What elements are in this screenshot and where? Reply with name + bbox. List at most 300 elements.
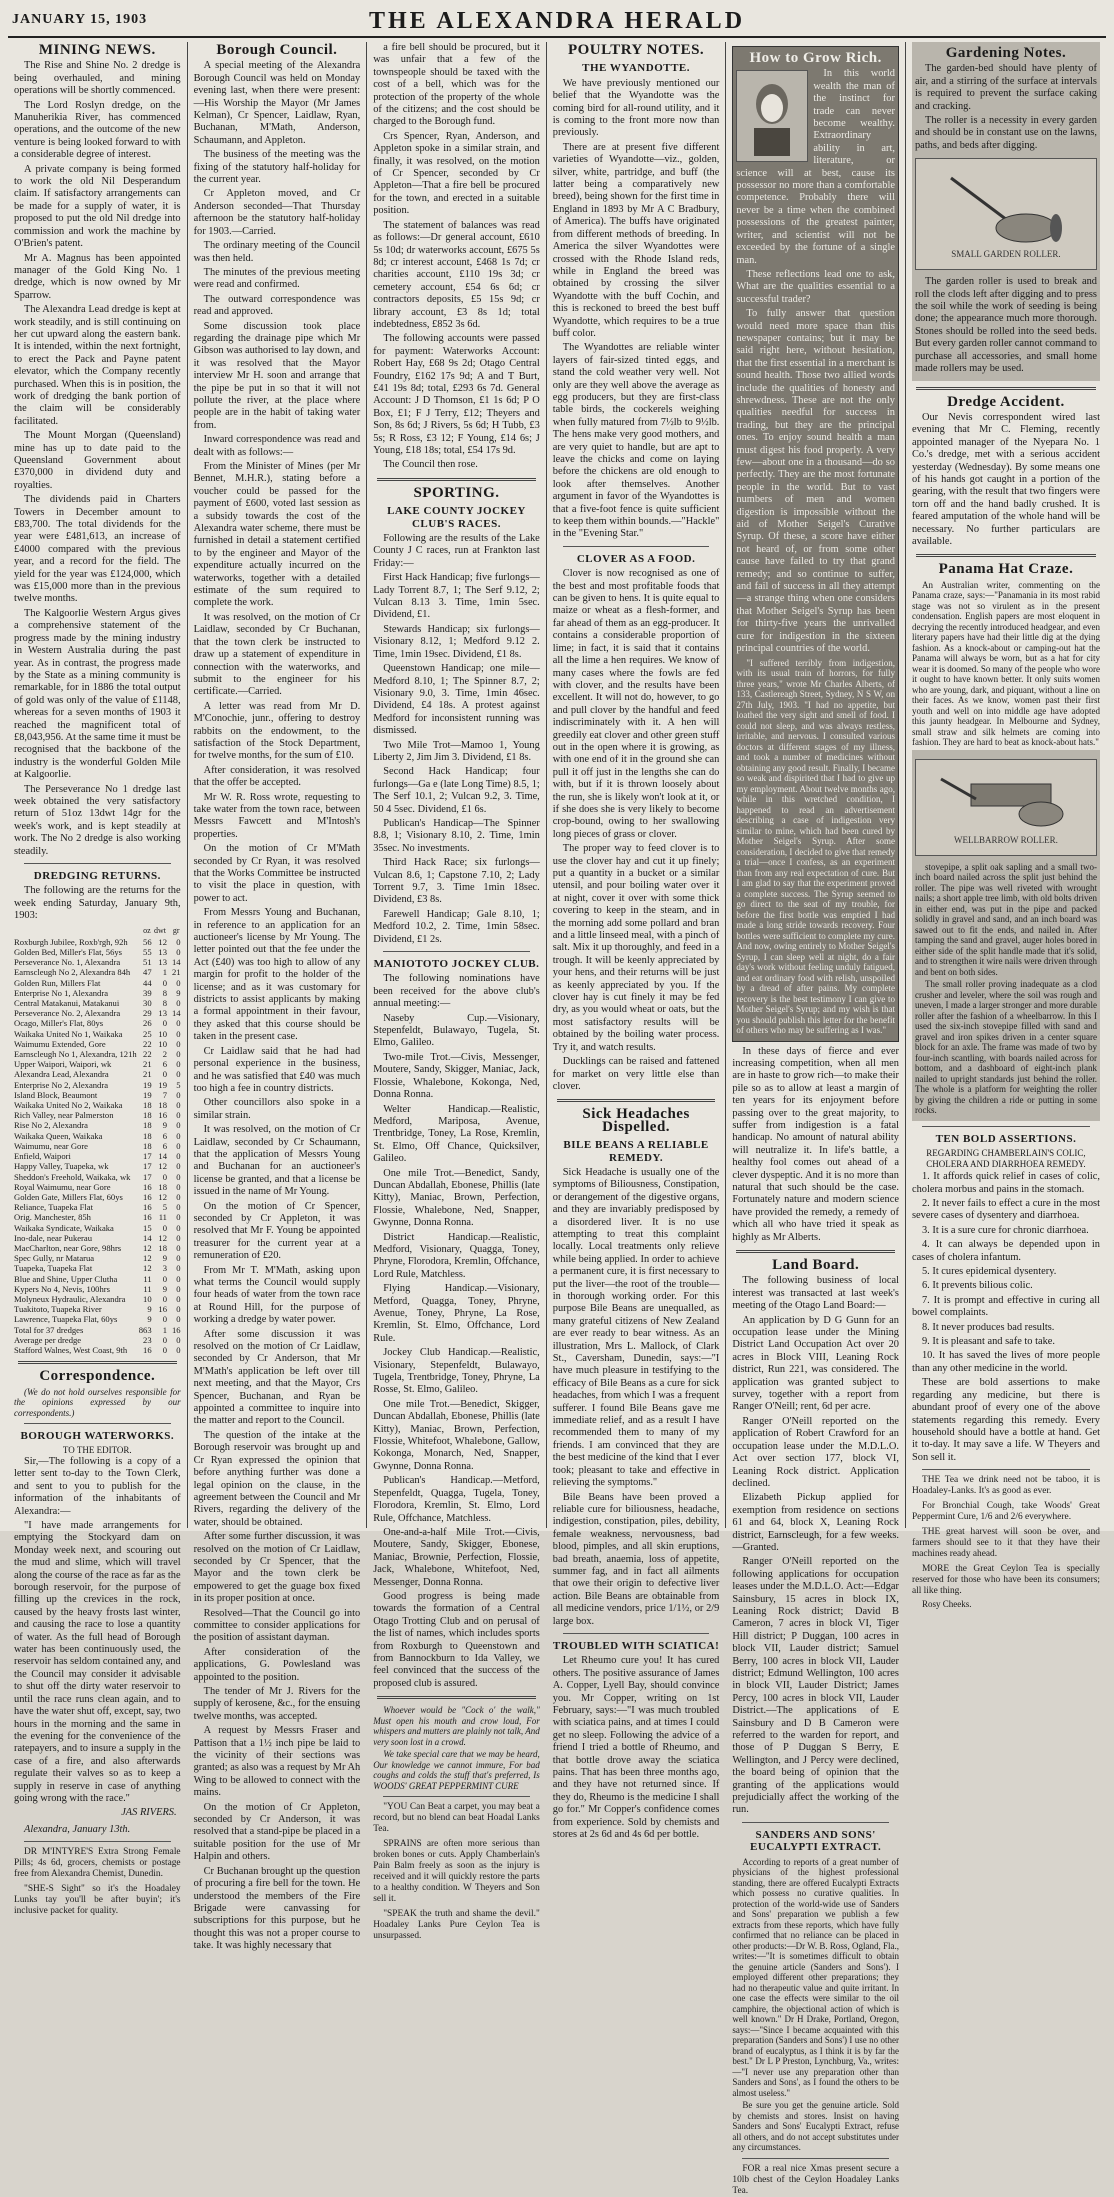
total-label: Total for 37 dredges	[14, 1324, 84, 1335]
dredge-name: Waikaka United No 2, Waikaka	[14, 1100, 123, 1111]
returns-row	[14, 1151, 181, 1161]
dredge-yield: 16	[143, 1191, 152, 1202]
dredge-name: Blue and Shine, Upper Clutha	[14, 1273, 118, 1284]
dredge-yield: 2	[162, 1049, 167, 1060]
assertion: 7. It is prompt and effective in curing all bowel complaints.	[911, 1294, 1100, 1319]
returns-row	[14, 1243, 181, 1253]
nomination: Jockey Club Handicap.—Realistic, Visionary, Stepenfeldt, Bulawayo, Tugela, Trentbridge, Toney, Phryne, La Rosse, St. Elmo, Galileo.	[373, 1347, 540, 1396]
lake-county-heading: LAKE COUNTY JOCKEY CLUB'S RACES.	[387, 505, 526, 530]
returns-row	[14, 1141, 181, 1151]
grow-rich-para: These reflections lead one to ask, What are the qualities essential to a successful trader?	[736, 268, 895, 305]
dredge-yield: 22	[143, 1049, 152, 1060]
dredge-yield: 17	[143, 1171, 152, 1182]
council-para: Cr Laidlaw said that he had had personal experience in the business, and he was satisfied that £40 was much too high a fee in country districts.	[193, 1045, 361, 1094]
dredge-yield: 15	[143, 1222, 152, 1233]
rosy-cheeks: Rosy Cheeks.	[921, 1599, 972, 1610]
returns-row	[14, 1049, 181, 1059]
dredge-yield: 6	[162, 1140, 167, 1151]
dredge-name: Reliance, Tuapeka Flat	[14, 1202, 94, 1213]
land-para: An application by D G Gunn for an occupation lease under the Mining District Land Occupation Act over 20 acres in Block VIII, Leaning Rock district, Run 221, was considered. The application was granted subject to survey, together with a report from Ranger O'Neill; rent, 6d per acre.	[732, 1314, 899, 1413]
sciatica-para: Let Rheumo cure you! It has cured others. The positive assurance of James A. Copper, Lyell Bay, should convince you. Mr Copper, writing on 1st February, says:—"I was much troubled with sciatica pains, and at times I could get no sleep. Following the advice of a friend I tried a bottle of Rheumo, and that bottle drove away the sciatica pains. That has been three months ago, and they have not returned since. If they do, Rheumo is the medicine I shall go for." Mr Copper's confidence comes from experience. Sold by chemists and stores at 2s 6d and 4s 6d per bottle.	[552, 1655, 720, 1841]
dredge-yield: 0	[176, 1263, 181, 1274]
council-para: Cr Buchanan brought up the question of procuring a fire bell for the town. He understood the members of the Fire Brigade were canvassing for subscriptions for this purpose, but he thought this was not a proper course to take. It was highly necessary that	[193, 1865, 361, 1952]
dredge-yield: 12	[158, 1161, 167, 1172]
roller-icon	[931, 168, 1081, 248]
dredge-yield: 0	[176, 1110, 181, 1121]
dredge-yield: 30	[143, 998, 152, 1009]
advert-tea: THE Tea we drink need not be taboo, it is Hoadaley-Lanks. It's as good as ever.	[911, 1475, 1100, 1497]
dredge-yield: 9	[147, 1314, 152, 1325]
col-dwt: dwt	[153, 925, 166, 935]
column-6	[906, 42, 1106, 1610]
dredge-yield: 0	[176, 977, 181, 988]
assertion: 2. It never fails to effect a cure in the most severe cases of dysentery and diarrhoea.	[911, 1198, 1100, 1222]
dredging-returns-heading: DREDGING RETURNS.	[33, 870, 161, 882]
returns-row	[14, 1131, 181, 1141]
letter-signature: JAS RIVERS.	[121, 1807, 177, 1819]
dredge-yield: 0	[176, 947, 181, 958]
dredge-yield: 0	[176, 1304, 181, 1315]
dredge-yield: 0	[176, 998, 181, 1009]
column-1	[8, 42, 188, 1917]
avg-label: Average per dredge	[14, 1334, 82, 1345]
column-2	[188, 42, 368, 1952]
advert-peppermint: For Bronchial Cough, take Woods' Great Peppermint Cure, 1/6 and 2/6 everywhere.	[911, 1501, 1100, 1523]
divider	[24, 863, 171, 864]
land-para: The following business of local interest was transacted at last week's meeting of the Otago Land Board:—	[732, 1275, 899, 1312]
dredge-yield: 18	[143, 1110, 152, 1121]
mining-news-heading: MINING NEWS.	[38, 42, 156, 58]
dredge-name: Enterprise No 2, Alexandra	[14, 1079, 109, 1090]
dredge-name: Rise No 2, Alexandra	[14, 1120, 88, 1131]
dredge-yield: 6	[162, 1059, 167, 1070]
returns-row	[14, 1284, 181, 1294]
dredge-name: Sheddon's Freehold, Waikaka, wk	[14, 1171, 131, 1182]
council-continued: The statement of balances was read as follows:—Dr general account, £610 5s 10d; dr waterworks account, £675 5s 8d; cr interest account, £468 1s 7d; cr charities account, £110 19s 3d; cr cemetery account, £54 6s 6d; cr contractors deposits, £5 15s 9d; cr library account, £3 8s 1d; total indebtedness, £852 3s 6d.	[373, 219, 540, 330]
dredge-name: Island Block, Beaumont	[14, 1089, 98, 1100]
returns-row	[14, 1039, 181, 1049]
advert-tea: "SHE-S Sight" so it's the Hoadaley Lunks tay you'll be after buyin'; it's inclusive packet for quality.	[14, 1884, 181, 1917]
returns-row	[14, 1263, 181, 1273]
dredge-yield: 17	[143, 1161, 152, 1172]
dredge-name: Upper Waipori, Waipori, wk	[14, 1059, 112, 1070]
council-continued: Crs Spencer, Ryan, Anderson, and Appleton spoke in a similar strain, and finally, it was resolved, on the motion of Cr Spencer, seconded by Cr Appleton—That a fire bell be procured for the town, and erected in a suitable position.	[373, 130, 540, 217]
race-result: Two Mile Trot—Mamoo 1, Young Liberty 2, Jim Jim 3. Dividend, £1 8s.	[373, 739, 540, 763]
dredge-yield: 11	[143, 1273, 152, 1284]
advert-xmas-tea: FOR a real nice Xmas present secure a 10lb chest of the Ceylon Hoadaley Lanks Tea.	[732, 2163, 899, 2196]
returns-row	[14, 1059, 181, 1069]
dredge-name: Orig. Manchester, 85h	[14, 1212, 91, 1223]
grow-rich-para: In this world wealth the man of the instinct for trade can never become wealthy. Extraordinary ability in art, literature, or science will at best, cause its possessor no more than a comfortable competence. Probably there will never be a time when the combined possessions of the greatest painter, writer, and scientist will not be exceeded by the fortune of a single man.	[736, 68, 895, 266]
dredge-yield: 5	[176, 1079, 181, 1090]
race-result: Farewell Handicap; Gale 8.10, 1; Medford 10.2, 2. Time, 1min 58sec. Dividend, £1 2s.	[373, 908, 540, 945]
bile-beans-para: Bile Beans have been proved a reliable cure for biliousness, headache, indigestion, constipation, piles, debility, female weakness, nervousness, bad blood, pimples, and all skin eruptions, bad breath, anaemia, loss of appetite, summer fag, and in fact all ailments that owe their origin to defective liver action. Bile Beans are obtainable from all medicine vendors, price 1/1½, or 2/9 large box.	[552, 1491, 720, 1627]
dredge-yield: 16	[158, 1110, 167, 1121]
returns-row	[14, 1161, 181, 1171]
divider	[377, 478, 536, 481]
dredge-yield: 39	[143, 987, 152, 998]
returns-row	[14, 1080, 181, 1090]
divider	[24, 1841, 171, 1842]
nomination: The following nominations have been received for the above club's annual meeting:—	[373, 973, 540, 1010]
advert-tea: "SPEAK the truth and shame the devil." Hoadaley Lanks Pure Ceylon Tea is unsurpassed.	[373, 1909, 540, 1942]
sanders-para: Be sure you get the genuine article. Sold by chemists and stores. Insist on having Sanders and Sons' Eucalypti Extract, refuse all others, and do not accept substitutes under any circumstances.	[732, 2100, 899, 2153]
returns-row	[14, 1120, 181, 1130]
council-para: Resolved—That the Council go into committee to consider applications for the position of assistant dayman.	[193, 1607, 361, 1644]
nomination: One-and-a-half Mile Trot.—Civis, Moutere, Sandy, Skigger, Ebonese, Maniac, Brownie, Perfection, Flossie, Jack, Whalebone, Whitefoot, Ned, Messenger, Donna Ronna.	[373, 1526, 540, 1588]
verse: Whoever would be "Cock o' the walk," Must open his mouth and crow loud, For whispers and mutters are plainly not talk, And very soon lost in a crowd.	[373, 1705, 540, 1747]
grow-rich-advert	[732, 46, 899, 1042]
dredge-yield: 51	[143, 957, 152, 968]
dredge-yield: 26	[143, 1018, 152, 1029]
total-gr: 16	[172, 1324, 181, 1335]
column-3	[367, 42, 547, 1942]
dredge-yield: 18	[158, 1181, 167, 1192]
sporting-heading: SPORTING.	[413, 484, 500, 501]
dredge-yield: 9	[147, 1304, 152, 1315]
column-4	[547, 42, 727, 1841]
dredge-yield: 11	[143, 1283, 152, 1294]
dredge-yield: 13	[158, 947, 167, 958]
dredge-yield: 8	[162, 987, 167, 998]
correspondence-note: (We do not hold ourselves responsible for the opinions expressed by our correspondents.)	[14, 1386, 181, 1418]
panama-heading: Panama Hat Craze.	[938, 561, 1074, 578]
dredge-name: Earnscleugh No 2, Alexandra 84h	[14, 967, 131, 978]
mining-para: The Alexandra Lead dredge is kept at work steadily, and is still continuing on her cut upward along the eastern bank. It is intended, within the next fortnight, to erect the Pack and Payne patent elevator, which the Company recently purchased. When this is in position, the work of dredging the bank portion of the claim will be considerably facilitated.	[14, 304, 181, 427]
council-para: From the Minister of Mines (per Mr Bennet, M.H.R.), stating before a voucher could be passed for the payment of £600, voted last session as a subsidy towards the cost of the Alexandra water scheme, there must be furnished in detail a statement certified to by the engineer and Mayor of the expenditure actually incurred on the waterworks, together with a detailed estimate of the sum required to complete the work.	[193, 461, 361, 609]
dredge-yield: 12	[143, 1242, 152, 1253]
masthead	[8, 6, 1106, 38]
dredge-yield: 19	[143, 1089, 152, 1100]
dredge-name: Lawrence, Tuapeka Flat, 60ys	[14, 1314, 118, 1325]
extra-gr: 0	[176, 1344, 181, 1355]
dredge-yield: 18	[143, 1100, 152, 1111]
dredge-yield: 18	[143, 1120, 152, 1131]
race-result: Following are the results of the Lake County J C races, run at Frankton last Friday:—	[373, 533, 540, 569]
letter-para: "I have made arrangements for emptying the Stockyard dam on Monday week next, and scouring out the mud and slime, which will travel along the course of the race as far as the borough reservoir, for the purpose of filling up the crevices in the rock, caused by the heavy frosts last winter, and causing the race to lose a quantity of water. As the full head of Borough water has been continuously used, the reservoir has seldom contained any, and the Council may consider it advisable to shut off the dirty water reservoir to until the race runs clean again, and to have the water shut off, except, say, two hours in the morning and the same in the evening for the convenience of the ratepayers, and to insure a supply in the case of a fire, and also afterwards regulate their valves so as to keep a supply in reserve in case of anything going wrong with the race."	[14, 1520, 181, 1804]
council-para: Other councillors also spoke in a similar strain.	[193, 1097, 361, 1121]
returns-row	[14, 1294, 181, 1304]
dredge-yield: 7	[162, 1089, 167, 1100]
mining-para: Mr A. Magnus has been appointed manager of the Gold King No. 1 dredge, which is now owned by Mr Sparrow.	[14, 252, 181, 301]
council-para: Some discussion took place regarding the drainage pipe which Mr Gibson was authorised to lay down, and it was resolved that the Mayor interview Mr H. soon and arrange that the pipe be put in so that it will not pollute the river, at the place where people are in the habit of taking water from.	[193, 320, 361, 431]
returns-row	[14, 1018, 181, 1028]
dredge-yield: 0	[176, 1049, 181, 1060]
assertion: 3. It is a sure cure for chronic diarrhoea.	[921, 1224, 1089, 1236]
returns-row	[14, 1253, 181, 1263]
dredge-name: Waikaka United No 1, Waikaka	[14, 1028, 123, 1039]
dredge-yield: 29	[143, 1008, 152, 1019]
dredge-yield: 14	[143, 1232, 152, 1243]
dredge-yield: 19	[143, 1079, 152, 1090]
council-para: The minutes of the previous meeting were read and confirmed.	[193, 266, 361, 291]
dredge-yield: 21	[172, 967, 181, 978]
portrait-illustration	[736, 70, 808, 162]
gardening-para: The garden roller is used to break and roll the clods left after digging and to press the soil while the work of seeding is being done; the appearance much more thorough. Stones should be rolled into the seed beds. But every garden roller cannot command to purchase all accessories, and small home made rollers may be used.	[914, 276, 1097, 375]
nomination: One mile Trot.—Benedict, Skigger, Duncan Abdallah, Ebonese, Phillis (late Kitty), Maniac, Brown, Perfection, Flossie, Whitefoot, Whalebone, Gallow, Kokonga, Monarch, Ned, Snapper, Gwynne, Donna Ronna.	[373, 1398, 540, 1472]
dredge-yield: 14	[158, 1151, 167, 1162]
divider	[916, 554, 1096, 557]
dredge-yield: 0	[176, 1130, 181, 1141]
nomination: Good progress is being made towards the formation of a Central Otago Trotting Club and on perusal of the list of names, which includes sports from Roxburgh to Queenstown and from Bannockburn to Ida Valley, we feel convinced that the success of the proposed club is assured.	[373, 1590, 540, 1689]
council-continued: a fire bell should be procured, but it was unfair that a few of the townspeople should be taxed with the cost of a bell, which was for the protection of the property of the whole of the citizens; and the cost should be charged to the Borough fund.	[373, 42, 540, 128]
dredge-yield: 0	[162, 1018, 167, 1029]
dredge-yield: 10	[158, 1038, 167, 1049]
dredge-yield: 0	[176, 1038, 181, 1049]
advert-tea: "YOU Can Beat a carpet, you may beat a record, but no blend can beat Hoadal Lanks Tea.	[373, 1802, 540, 1835]
dredge-yield: 0	[176, 1273, 181, 1284]
advert-ceylon: MORE the Great Ceylon Tea is specially reserved for those who have been its consumers; all like thing.	[911, 1564, 1100, 1597]
wyandotte-heading: THE WYANDOTTE.	[582, 62, 691, 75]
race-result: Third Hack Race; six furlongs—Vulcan 8.6, 1; Capstone 7.10, 2; Lady Torrent 9.7, 3. Time 1min 18sec. Dividend, £3 8s.	[373, 857, 540, 906]
avg-oz: 23	[143, 1334, 152, 1345]
nomination: District Handicap.—Realistic, Medford, Visionary, Quagga, Toney, Phryne, Florodora, Kremlin, Offchance, Lord Rule, Matchless.	[373, 1231, 540, 1280]
returns-row	[14, 1233, 181, 1243]
small-roller-illustration	[915, 158, 1097, 270]
dredge-yield: 1	[162, 967, 167, 978]
dredge-yield: 0	[162, 1069, 167, 1080]
dredge-yield: 18	[143, 1130, 152, 1141]
dredge-yield: 0	[176, 1222, 181, 1233]
bold-assertions-heading: TEN BOLD ASSERTIONS.	[935, 1132, 1077, 1145]
sanders-para: According to reports of a great number of physicians of the highest professional standing, there are offered Eucalypti Extracts which possess no curative qualities. In protection of the world-wide use of Sanders and Sons' preparation we publish a few extracts from these reports, which have fully confirmed that no reliance can be placed in other products:—Dr W. B. Ross, Ogland, Fla., writes:—"It is sometimes difficult to obtain the genuine article (Sanders and Sons'). I employed different other preparations; they had no therapeutic value and quite irritant. In one case the effects were similar to the oil camphire, the objectional action of which is well known." Dr H Drake, Portland, Oregon, says:—"Since I became acquainted with this preparation (Sanders and Sons') I use no other brand of eucalyptus, as I think it is by far the best." Dr L P Preston, Lynchburg, Va., writes:—"I never use any preparation other than Sanders and Sons', as I found the others to be almost useless."	[732, 1856, 899, 2098]
council-para: On the motion of Cr Appleton, seconded by Cr Anderson, it was resolved that a stand-pipe be placed in a suitable position for the use of Mr Halpin and others.	[193, 1801, 361, 1863]
dredge-name: Enterprise No 1, Alexandra	[14, 987, 109, 998]
divider	[24, 1423, 171, 1424]
dredge-name: Roxburgh Jubilee, Roxb'rgh, 92h	[14, 936, 128, 947]
council-para: The ordinary meeting of the Council was then held.	[193, 240, 361, 264]
dredge-name: Perseverance No. 1, Alexandra	[14, 957, 121, 968]
dredge-yield: 0	[176, 1089, 181, 1100]
council-para: A request by Messrs Fraser and Pattison that a 1½ inch pipe be laid to the vicinity of their sections was granted; as also was a request by Mr Ah Wing to be allowed to connect with the mains.	[193, 1725, 361, 1799]
returns-total-row	[14, 1325, 181, 1335]
dredge-yield: 0	[162, 1222, 167, 1233]
divider	[557, 1099, 716, 1102]
council-para: The tender of Mr J. Rivers for the supply of kerosene, &c., for the ensuing twelve months, was accepted.	[193, 1686, 361, 1722]
newspaper-title: THE ALEXANDRA HERALD	[368, 7, 746, 34]
dredge-yield: 0	[176, 1191, 181, 1202]
dredge-yield: 47	[143, 967, 152, 978]
returns-row	[14, 1223, 181, 1233]
mining-para: The Kalgoorlie Western Argus gives a comprehensive statement of the progress made by the mining industry in Western Australia during the past year. As in contrast, the progress made by the State as a mining community is remarkable, for in 1886 the total output of gold was only of the value of £1148, whereas for a seven months of 1903 it reached the magnificent total of £8,043,956. At the same time it must be recognised that the backbone of the industry is the wonderful Golden Mile at Kalgoorlie.	[14, 607, 181, 781]
returns-row	[14, 998, 181, 1008]
council-para: It was resolved, on the motion of Cr Laidlaw, seconded by Cr Schaumann, that the application of Messrs Young and Buchanan for an auctioneer's license be granted, and that a license be issued in the name of Mr Young.	[193, 1124, 361, 1198]
column-5	[726, 42, 906, 2196]
dredge-name: Spec Gully, nr Matarua	[14, 1253, 95, 1264]
dredge-name: Enfield, Waipori	[14, 1151, 71, 1162]
returns-row	[14, 937, 181, 947]
maniototo-heading: MANIOTOTO JOCKEY CLUB.	[373, 958, 540, 971]
dredge-yield: 0	[176, 1253, 181, 1264]
returns-row	[14, 967, 181, 977]
dredge-yield: 55	[143, 947, 152, 958]
mining-para: The Mount Morgan (Queensland) mine has up to date paid to the Queensland Government about £370,000 in dividend duty and royalties.	[14, 430, 181, 491]
land-para: Ranger O'Neill reported on the following applications for occupation leases under the M.D.L.O. Act:—Edgar Sainsbury, 15 acres in block IX, Leaning Rock district; David B Cameron, 7 acres in block VI, Tiger Hill district; P Duggan, 100 acres in block VII, Lauder district; Samuel Berry, 100 acres in block VII, Lauder district; Edmund Wellington, 100 acres in block VII, Lauder District; James Percy, 100 acres in block VII, Lauder District.—The applications of E Sainsbury and D B Cameron were referred to the warden for report, and those of P Duggan S Berry, E Wellington, and J Percy were declined, the board being of opinion that the granting of the applications would prejudicially affect the working of the run.	[732, 1556, 899, 1816]
returns-row	[14, 1110, 181, 1120]
dredge-yield: 14	[172, 1008, 181, 1019]
dredge-yield: 0	[162, 1314, 167, 1325]
mining-para: The Rise and Shine No. 2 dredge is being overhauled, and mining operations will be shortly commenced.	[14, 60, 181, 97]
dredge-yield: 0	[176, 1059, 181, 1070]
returns-row	[14, 1029, 181, 1039]
dredge-yield: 14	[172, 957, 181, 968]
bile-beans-para: Sick Headache is usually one of the symptoms of Biliousness, Constipation, or derangement of the digestive organs, and they are invariably predisposed by a disordered liver. It is no use attempting to treat this complaint locally. Local treatments only relieve while being applied. In order to achieve a permanent cure, it is first necessary to put the liver—the root of the trouble—in thorough working order. For this purpose Bile Beans are unequalled, as many grateful citizens of New Zealand are ever ready to bear witness. As an illustration, Mrs L. Mallock, of Clark St., Caversham, Dunedin, says:—"I have much pleasure in testifying to the efficacy of Bile Beans as a cure for sick headaches, from which I was a frequent sufferer. I found Bile Beans gave me immediate relief, and as a result I have recommended them to many of my friends. I am convinced that they are the best medicine of the kind that I ever took; pleasant to take and effective in relieving the symptoms."	[552, 1166, 720, 1489]
advert-pills: DR M'INTYRE'S Extra Strong Female Pills; 4s 6d, grocers, chemists or postage free from Alexandra Chemist, Dunedin.	[14, 1847, 181, 1880]
correspondence-heading: Correspondence.	[39, 1368, 156, 1385]
dredge-yield: 0	[176, 1293, 181, 1304]
dredge-yield: 19	[158, 1079, 167, 1090]
wheelbarrow-roller-caption: WELLBARROW ROLLER.	[954, 834, 1058, 845]
divider	[563, 1633, 710, 1634]
returns-row	[14, 978, 181, 988]
dredge-yield: 0	[162, 1171, 167, 1182]
gardening-section	[912, 42, 1100, 381]
dredge-yield: 0	[176, 1232, 181, 1243]
col-oz: oz	[143, 925, 151, 935]
panama-para: An Australian writer, commenting on the Panama craze, says:—"Panamania in its most rabid stage was not so virulent as in the present condensation. English papers are most eloquent in decrying the recently introduced headgear, and even literary papers have had their little dig at the dying fashion. As a knock-about or camping-out hat the Panama will always be worn, but as a hat for city wear it is doomed. So many of the people who wore it ought to have known better. It only suits women who are young, dark, and piquant, without a line on their faces. As we know, women past their first youth and well on into middle age have adopted this jaunty headgear. In Melbourne and Sydney, small straw and silk helmets are coming into fashion. They are hard to beat as knock-about hats."	[911, 579, 1100, 748]
returns-row	[14, 1069, 181, 1079]
returns-body	[14, 937, 181, 1325]
divider	[18, 1361, 177, 1364]
extra-oz: 16	[143, 1344, 152, 1355]
race-result: Queenstown Handicap; one mile—Medford 8.10, 1; The Spinner 8.7, 2; Visionary 9.0, 3. Time, 1min 46sec. Dividend, £4 18s. A protest against Medford for inconsistent running was dismissed.	[373, 663, 540, 737]
returns-row	[14, 1182, 181, 1192]
dredge-name: Golden Bed, Miller's Flat, 56ys	[14, 947, 123, 958]
returns-header-row	[14, 925, 181, 937]
sciatica-heading: TROUBLED WITH SCIATICA!	[552, 1639, 720, 1652]
council-para: After consideration of the applications, G. Powlesland was appointed to the position.	[193, 1646, 361, 1683]
council-para: A special meeting of the Alexandra Borough Council was held on Monday evening last, when there were present:—His Worship the Mayor (Mr James Kelman), Cr Spencer, Laidlaw, Ryan, Buchanan, M'Math, Anderson, Schaumann, and Appleton.	[193, 60, 361, 146]
dredge-yield: 0	[176, 1069, 181, 1080]
dredge-yield: 13	[158, 1008, 167, 1019]
dredge-yield: 0	[162, 1293, 167, 1304]
returns-row	[14, 1008, 181, 1018]
clover-para: Ducklings can be raised and fattened for market on very little else than clover.	[552, 1056, 720, 1092]
race-result: First Hack Handicap; five furlongs—Lady Torrent 8.7, 1; The Serf 9.12, 2; Vulcan 8.13 3. Time, 1min 5sec. Dividend, £1.	[373, 572, 540, 621]
dredge-yield: 18	[158, 1100, 167, 1111]
mining-para: The Perseverance No 1 dredge last week obtained the very satisfactory return of 51oz 13dwt 14gr for the week's work, and is kept steadily at work. The No 2 dredge is also working steadily.	[14, 783, 181, 857]
dredge-yield: 16	[158, 1304, 167, 1315]
dredge-name: Waikaka Syndicate, Waikaka	[14, 1222, 114, 1233]
mining-para: The Lord Roslyn dredge, on the Manuherikia River, has commenced operations, and the outcome of the new venture is being looked forward to with a considerable degree of interest.	[14, 99, 181, 161]
dredge-yield: 44	[143, 977, 152, 988]
gardening-para: The garden-bed should have plenty of air, and a stirring of the surface at intervals is required to prevent the surface caking and cracking.	[914, 63, 1097, 112]
grow-rich-para: To fully answer that question would need more space than this newspaper contains; but it may be said right here, without hesitation, that the first essential in a merchant is sound health. Those two allied words include the qualities of honesty and shrewdness. These are not the only qualities needful for success in trading, but they are the principal ones. To enjoy sound health a man must digest his food properly. A very few—about one in a thousand—do so perfectly. They are the most fortunate people in the world. But to vast numbers of men and women digestion is impossible without the aid of Mother Seigel's Curative Syrup. Of these, a score have either not heard of, or from some other cause have failed to try that grand remedy; and so continue to suffer, and fail of success in all they attempt—a strange thing when one considers that Mother Seigel's Syrup has been for thirty-five years the unrivalled cure for indigestion in the sixteen principal countries of the world.	[736, 308, 895, 655]
borough-council-heading: Borough Council.	[216, 42, 338, 58]
assertion: 5. It cures epidemical dysentery.	[921, 1266, 1057, 1278]
land-para: Elizabeth Pickup applied for exemption from residence on sections 61 and 64, block X, Leaning Rock district, Earnscleugh, for a few weeks.—Granted.	[732, 1492, 899, 1553]
dredge-yield: 18	[143, 1140, 152, 1151]
returns-row	[14, 1172, 181, 1182]
assertion: 8. It never produces bad results.	[921, 1321, 1055, 1333]
council-para: Mr W. R. Ross wrote, requesting to take water from the town race, between Messrs Fawcett and M'Intosh's properties.	[193, 791, 361, 840]
grow-rich-para: "I suffered terribly from indigestion, with its usual train of horrors, for fully three years," wrote Mr Charles Alberts, of 133, Castlereagh Street, Sydney, N S W, on 27th July, 1903. "I had no appetite, but loathed the very sight and smell of food. I could not sleep, and was always restless, irritable, and nervous. I consulted various doctors at different stages of my illness, and took a number of medicines without obtaining any good result. Finally, I became so weak and dispirited that I had to give up my employment. About twelve months ago, while in this wretched condition, I happened to read an advertisement describing a case of indigestion very similar to mine, which had been cured by Mother Seigel's Syrup. After some consideration, I decided to give that remedy a trial—once I confess, as an experiment than from any real expectation of cure. But I am glad to say that the experiment proved a complete success. The Syrup seemed to go direct to the seat of my trouble, for before the first bottle was emptied I had made a long stride towards recovery. Four bottles were sufficient to complete my cure. And now, owing entirely to Mother Seigel's Syrup, I can sleep well at night, do a fair day's work without feeling unduly fatigued, and eat ordinary food with relish, unspoiled by a dread of after pains. My complete recovery is the best testimony I can give to Mother Seigel's Syrup; and my wish is that you should publish this letter for the benefit of others who may be suffering as I was."	[736, 657, 895, 1035]
council-para: From Mr T. M'Math, asking upon what terms the Council would supply four heads of water from the town race at Round Hill, for the purpose of working a dredge by water power.	[193, 1264, 361, 1326]
dredge-accident-heading: Dredge Accident.	[947, 393, 1065, 410]
returns-row	[14, 1090, 181, 1100]
dredge-yield: 10	[143, 1293, 152, 1304]
assertions-closing: These are bold assertions to make regarding any medicine, but there is abundant proof of every one of the above statements regarding this remedy. Every household should have a bottle at hand. Get it to-day. It may save a life. W Theyers and Son sell it.	[911, 1377, 1100, 1463]
council-continued: The Council then rose.	[383, 459, 478, 471]
returns-row	[14, 1274, 181, 1284]
dredge-name: Ocago, Miller's Flat, 80ys	[14, 1018, 104, 1029]
divider	[916, 387, 1096, 390]
dredge-yield: 6	[162, 1130, 167, 1141]
dredge-yield: 0	[176, 1171, 181, 1182]
land-board-heading: Land Board.	[772, 1257, 860, 1273]
dredge-name: Waimumu, near Gore	[14, 1140, 88, 1151]
returns-row	[14, 1304, 181, 1314]
nomination: One mile Trot.—Benedict, Sandy, Duncan Abdallah, Ebonese, Phillis (late Kitty), Maniac, Brown, Perfection, Flossie, Whalebone, Ned, Snapper, Gwynne, Donna Ronna.	[373, 1167, 540, 1229]
council-para: Cr Appleton moved, and Cr Anderson seconded—That Thursday afternoon be the statutory half-holiday for 1903.—Carried.	[193, 188, 361, 237]
divider	[563, 546, 710, 547]
dredge-yield: 0	[162, 977, 167, 988]
dredge-yield: 17	[143, 1151, 152, 1162]
assertion: 9. It is pleasant and safe to take.	[921, 1336, 1055, 1348]
sick-headaches-heading: Sick Headaches Dispelled.	[582, 1106, 690, 1135]
dredge-yield: 12	[143, 1263, 152, 1274]
dredge-yield: 18	[158, 1242, 167, 1253]
dredge-yield: 0	[176, 1161, 181, 1172]
dredge-yield: 0	[176, 1018, 181, 1029]
council-para: Inward correspondence was read and dealt with as follows:—	[193, 434, 361, 458]
race-result: Publican's Handicap—The Spinner 8.8, 1; Visionary 8.10, 2. Time, 1min 35sec. No investments.	[373, 817, 540, 854]
assertion: 1. It affords quick relief in cases of colic, cholera morbus and pains in the stomach.	[911, 1171, 1100, 1195]
dredge-yield: 22	[143, 1038, 152, 1049]
dredge-name: Golden Run, Millers Flat	[14, 977, 101, 988]
divider	[377, 1696, 536, 1699]
dredge-name: Earnscleugh No 1, Alexandra, 121h	[14, 1049, 137, 1060]
avg-gr: 0	[176, 1334, 181, 1345]
dredge-yield: 21	[143, 1069, 152, 1080]
issue-date: JANUARY 15, 1903	[12, 12, 148, 27]
divider	[383, 951, 530, 952]
dredge-name: Perseverance No. 2, Alexandra	[14, 1008, 121, 1019]
dredge-name: Royal Waimumu, near Gore	[14, 1181, 111, 1192]
columns	[8, 42, 1106, 2196]
mining-para: A private company is being formed to work the old Nil Desperandum claim. If satisfactory arrangements can be made for a supply of water, it is proposed to put the old Nil dredge into commission and work the machine by O'Brien's patent.	[14, 163, 181, 250]
letter-to: TO THE EDITOR.	[62, 1445, 132, 1456]
returns-row	[14, 1202, 181, 1212]
poultry-notes-heading: POULTRY NOTES.	[567, 42, 705, 58]
clover-para: Clover is now recognised as one of the best and most profitable foods that can be given to hens. It is quite equal to maize or wheat as a flesh-former, and far ahead of them as an egg-producer. It contains a considerable proportion of lime; in fact, it is said that it contains all the lime a hen requires. We know of many cases where the fowls are fed with clover, and the results have been excellent. It will not do, however, to go and pull clover by the handful and feed indiscriminately with it. A hen will greedily eat clover and other green stuff out in the open where it is growing, as with one end of it in the ground she can pull it off just in the lengths she can do with, but if it is thrown loosely about the run, she is likely won't look at it, or if she does she is very likely to become crop-bound, owing to her swallowing long pieces of grass or clover.	[552, 568, 720, 840]
dredge-name: Molyneux Hydraulic, Alexandra	[14, 1293, 126, 1304]
poultry-para: We have previously mentioned our belief that the Wyandotte was the coming bird for all-round utility, and it is coming to the front more now than previously.	[552, 77, 720, 139]
returns-intro: The following are the returns for the week ending Saturday, January 9th, 1903:	[14, 885, 181, 922]
dredge-yield: 12	[158, 936, 167, 947]
total-dwt: 1	[162, 1324, 167, 1335]
dredge-name: Rich Valley, near Palmerston	[14, 1110, 114, 1121]
dredge-yield: 0	[176, 1314, 181, 1325]
council-para: The question of the intake at the Borough reservoir was brought up and Cr Ryan expressed the opinion that before anything further was done a legal opinion on the clause, in the agreement between the Council and Mr Rivers, regarding the delivery of the water, should be obtained.	[193, 1429, 361, 1528]
dredge-name: Waikaka Queen, Waikaka	[14, 1130, 103, 1141]
advert-harvest: THE great harvest will soon be over, and farmers should see to it that they have their machines ready ahead.	[911, 1527, 1100, 1560]
nomination: Publican's Handicap.—Metford, Stepenfeldt, Quagga, Tugela, Toney, Florodora, Kremlin, St. Elmo, Lord Rule, Offchance, Matchless.	[373, 1475, 540, 1524]
dredge-yield: 16	[143, 1181, 152, 1192]
clover-para: The proper way to feed clover is to use the clover hay and cut it up finely; put a quantity in a bucket or a similar utensil, and pour boiling water over it at night, cover it over with some thick covering to keep in the steam, and in the morning add some pollard and bran and a little linseed meal, with a pinch of salt. Mix it up thoroughly, and feed in a trough. It will be keenly appreciated by your hens, and their returns will be just as keenly appreciated by you. If the clover hay is cut finely it may be fed dry, as you would wheat or oats, but the most satisfactory results will be obtained by the boiling water process. Try it, and watch results.	[552, 843, 720, 1053]
roller-para: The small roller proving inadequate as a clod crusher and leveler, where the soil was rough and uneven, I made a larger stronger and more durable roller after the fashion of a wheelbarrow. In this I used the six-inch stovepipe filled with sand and gravel and iron spikes driven in a center square block for an axle. The frame was made of two by four-inch scantling, with boards nailed across for bottom, and a dashboard of eight-inch plank nailed to upright standards just behind the roller. The whole is a platform for weighting the roller by giving the children a ride or putting in some rocks.	[914, 979, 1097, 1116]
returns-row	[14, 1212, 181, 1222]
dredge-name: MacCharlton, near Gore, 98hrs	[14, 1242, 122, 1253]
extra-label: Stafford Walnes, West Coast, 9th	[14, 1344, 128, 1355]
poultry-para: The Wyandottes are reliable winter layers of fair-sized tinted eggs, and stand the cold weather very well. Not only are they well above the average as egg producers, but they are first-class table birds, the cockerels weighing when fully matured from 7½lb to 9½lb. The hens make very good mothers, and are very quiet to handle, but are apt to leave the chicks and come on laying before the chickens are old enough to look after themselves. Another argument in favor of the Wyandottes is that a five-foot fence is quite sufficient to keep them within bounds.—"Hackle" in the "Evening Star."	[552, 342, 720, 540]
total-oz: 863	[138, 1324, 152, 1335]
portrait-icon	[742, 76, 802, 156]
grow-rich-para: In these days of fierce and ever increasing competition, when all men are in haste to grow rich—to make their pile so as to allow at least a margin of ten years for its enjoyment before passing over to the great majority, to suffer from indigestion is a fatal handicap. No amount of natural ability will neutralize it. In life's battle, a healthy fool comes out ahead of a clever dyspeptic. And it is no more than natural that such should be the case. Fortunately nature and modern science have provided the remedy, a remedy of which all who have tried it speak as highly as Mr Alberts.	[732, 1045, 899, 1243]
dredge-name: Happy Valley, Tuapeka, wk	[14, 1161, 109, 1172]
assertion: 4. It can always be depended upon in cases of cholera infantum.	[911, 1239, 1100, 1263]
dredge-name: Waimumu Extended, Gore	[14, 1038, 106, 1049]
